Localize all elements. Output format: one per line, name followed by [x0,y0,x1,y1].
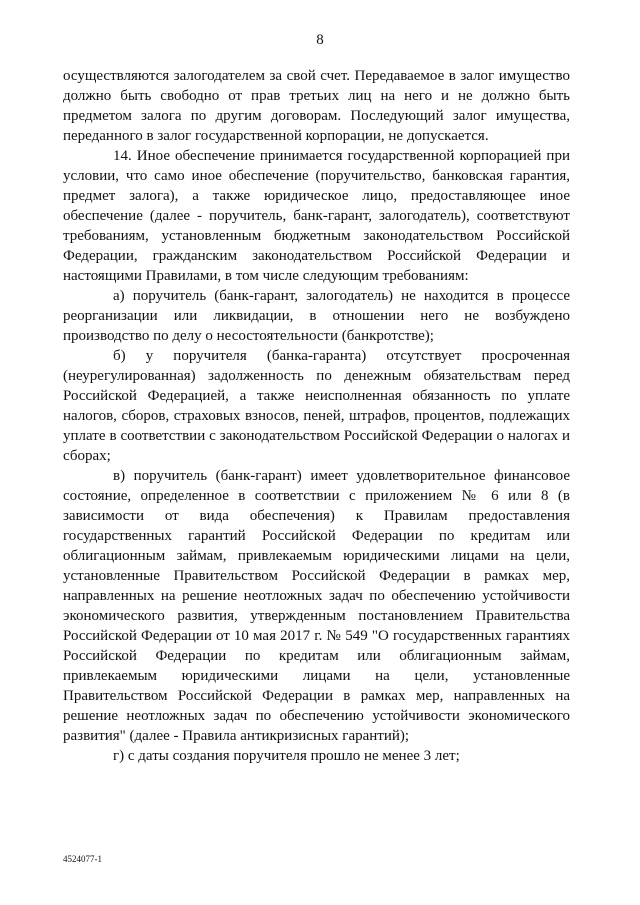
paragraph-subitem-b: б) у поручителя (банка-гаранта) отсутствует просроченная (неурегулированная) задолженность по денежным обязательствам перед Российской Федерацией, а также неисполненная обязанность по уплате налогов, сборов, страховых взносов, пеней, штрафов, процентов, подлежащих уплате в соответствии с законодательством Российской Федерации о налогах и сборах; [63,348,570,464]
document-body [63,66,570,766]
paragraph-continuation: осуществляются залогодателем за свой счет. Передаваемое в залог имущество должно быть свободно от прав третьих лиц на него и не должно быть предметом залога по другим договорам. Последующий залог имущества, переданного в залог государственной корпорации, не допускается. [63,68,570,144]
paragraph-subitem-g: г) с даты создания поручителя прошло не менее 3 лет; [113,748,460,764]
document-code: 4524077-1 [63,854,102,864]
paragraph-subitem-v: в) поручитель (банк-гарант) имеет удовлетворительное финансовое состояние, определенное в соответствии с приложением № 6 или 8 (в зависимости от вида обеспечения) к Правилам предоставления государственных гарантий Российской Федерации по кредитам или облигационным займам, привлекаемым юридическими лицами на цели, установленные Правительством Российской Федерации в рамках мер, направленных на решение неотложных задач по обеспечению устойчивости экономического развития, утвержденным постановлением Правительства Российской Федерации от 10 мая 2017 г. № 549 "О государственных гарантиях Российской Федерации по кредитам или облигационным займам, привлекаемым юридическими лицами на цели, установленные Правительством Российской Федерации в рамках мер, направленных на решение неотложных задач по обеспечению устойчивости экономического развития" (далее - Правила антикризисных гарантий); [63,468,570,744]
page-number: 8 [316,32,324,48]
paragraph-subitem-a: а) поручитель (банк-гарант, залогодатель) не находится в процессе реорганизации или ликвидации, в отношении него не возбуждено производство по делу о несостоятельности (банкротстве); [63,288,570,344]
paragraph-item-14: 14. Иное обеспечение принимается государственной корпорацией при условии, что само иное обеспечение (поручительство, банковская гарантия, предмет залога), а также юридическое лицо, предоставляющее иное обеспечение (далее - поручитель, банк-гарант, залогодатель), соответствуют требованиям, установленным бюджетным законодательством Российской Федерации, гражданским законодательством Российской Федерации и настоящими Правилами, в том числе следующим требованиям: [63,148,570,284]
